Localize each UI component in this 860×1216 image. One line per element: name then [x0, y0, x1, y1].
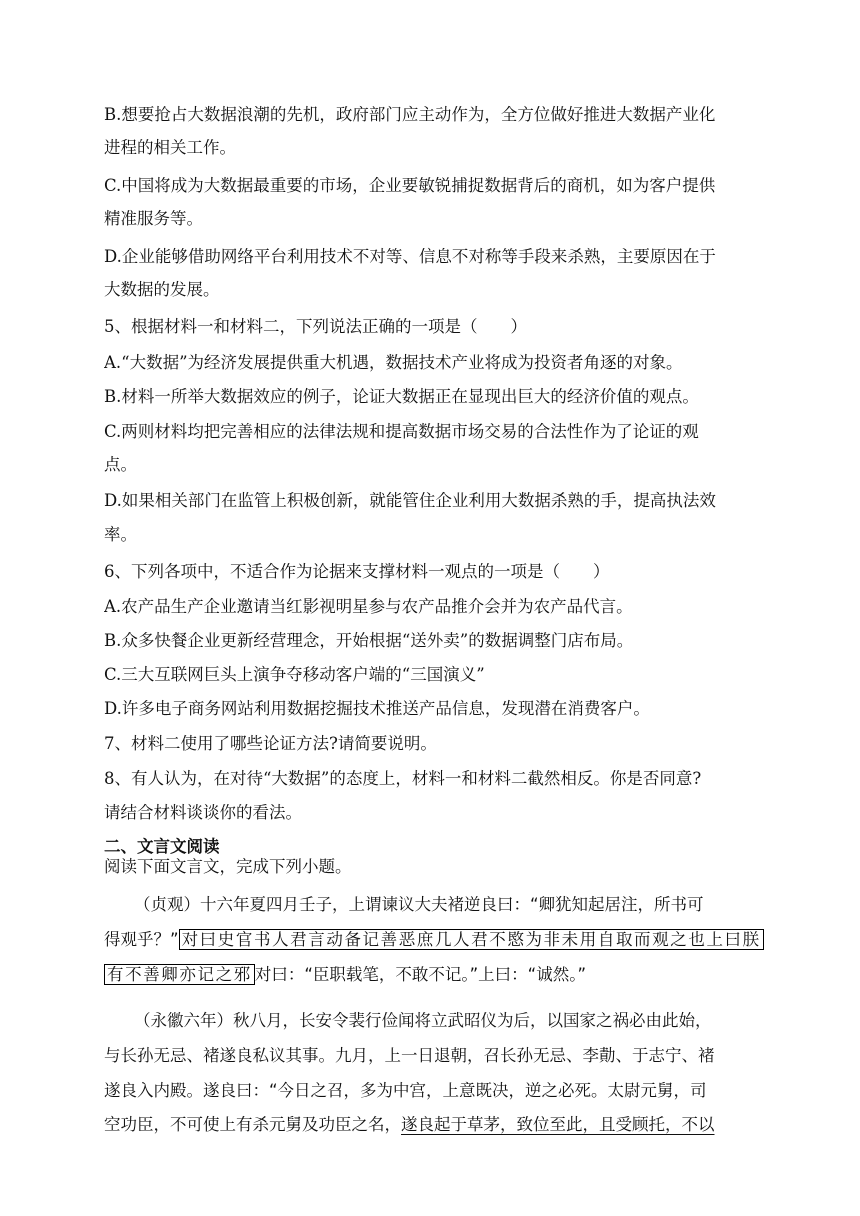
- passage2-line3: 遂良入内殿。遂良曰：“今日之召，多为中宫，上意既决，逆之必死。太尉元舅，司: [104, 1081, 707, 1100]
- underlined-sentence: 遂良起于草茅，致位至此，且受顾托，不以: [401, 1115, 715, 1134]
- passage1-line2-text: 得观乎？”: [104, 930, 179, 949]
- q6-option-b: B.众多快餐企业更新经营理念，开始根据“送外卖”的数据调整门店布局。: [104, 631, 634, 650]
- passage1-line1: （贞观）十六年夏四月壬子，上谓谏议大夫褚逆良曰：“卿犹知起居注，所书可: [134, 895, 704, 914]
- q5-option-c-line1: C.两则材料均把完善相应的法律法规和提高数据市场交易的合法性作为了论证的观: [104, 422, 699, 441]
- q6-stem: 6、下列各项中，不适合作为论据来支撑材料一观点的一项是（ ）: [104, 562, 610, 581]
- q5-option-d-line2: 率。: [104, 525, 137, 544]
- q5-option-d-line1: D.如果相关部门在监管上积极创新，就能管住企业利用大数据杀熟的手，提高执法效: [104, 491, 716, 510]
- boxed-sentence-part2: 有不善卿亦记之邪: [104, 964, 255, 985]
- q5-option-a: A.“大数据”为经济发展提供重大机遇，数据技术产业将成为投资者角逐的对象。: [104, 353, 683, 372]
- q7: 7、材料二使用了哪些论证方法?请简要说明。: [104, 734, 437, 753]
- section-heading: 二、文言文阅读: [104, 837, 220, 856]
- q5-option-c-line2: 点。: [104, 455, 137, 474]
- q4-option-d-line2: 大数据的发展。: [104, 280, 220, 299]
- passage2-line4: [104, 1114, 764, 1136]
- q8-line1: 8、有人认为，在对待“大数据”的态度上，材料一和材料二截然相反。你是否同意?: [104, 769, 702, 788]
- passage1-line2: [104, 929, 764, 951]
- q4-option-c-line2: 精准服务等。: [104, 209, 203, 228]
- q5-stem: 5、根据材料一和材料二，下列说法正确的一项是（ ）: [104, 317, 527, 336]
- boxed-sentence-part1: 对曰史官书人君言动备记善恶庶几人君不愍为非未用自取而观之也上曰朕: [179, 929, 764, 950]
- q5-option-b: B.材料一所举大数据效应的例子，论证大数据正在显现出巨大的经济价值的观点。: [104, 387, 699, 406]
- passage1-line3: [104, 964, 764, 986]
- passage1-line3-text: 对曰：“臣职载笔，不敢不记。”上曰：“诚然。”: [254, 965, 587, 984]
- section-instruction: 阅读下面文言文，完成下列小题。: [104, 857, 352, 876]
- q4-option-b-line2: 进程的相关工作。: [104, 138, 236, 157]
- passage2-line2: 与长孙无忌、褚遂良私议其事。九月，上一日退朝，召长孙无忌、李勣、于志宁、褚: [104, 1046, 715, 1065]
- q6-option-d: D.许多电子商务网站利用数据挖掘技术推送产品信息，发现潜在消费客户。: [104, 699, 650, 718]
- passage2-line4-text: 空功臣，不可使上有杀元舅及功臣之名，: [104, 1115, 401, 1134]
- q6-option-c: C.三大互联网巨头上演争夺移动客户端的“三国演义”: [104, 665, 485, 684]
- q4-option-b-line1: B.想要抢占大数据浪潮的先机，政府部门应主动作为，全方位做好推进大数据产业化: [104, 105, 716, 124]
- q4-option-c-line1: C.中国将成为大数据最重要的市场，企业要敏锐捕捉数据背后的商机，如为客户提供: [104, 176, 716, 195]
- q8-line2: 请结合材料谈谈你的看法。: [104, 803, 302, 822]
- passage2-line1: （永徽六年）秋八月，长安令裴行俭闻将立武昭仪为后，以国家之祸必由此始，: [134, 1011, 712, 1030]
- q6-option-a: A.农产品生产企业邀请当红影视明星参与农产品推介会并为农产品代言。: [104, 597, 633, 616]
- q4-option-d-line1: D.企业能够借助网络平台利用技术不对等、信息不对称等手段来杀熟，主要原因在于: [104, 247, 716, 266]
